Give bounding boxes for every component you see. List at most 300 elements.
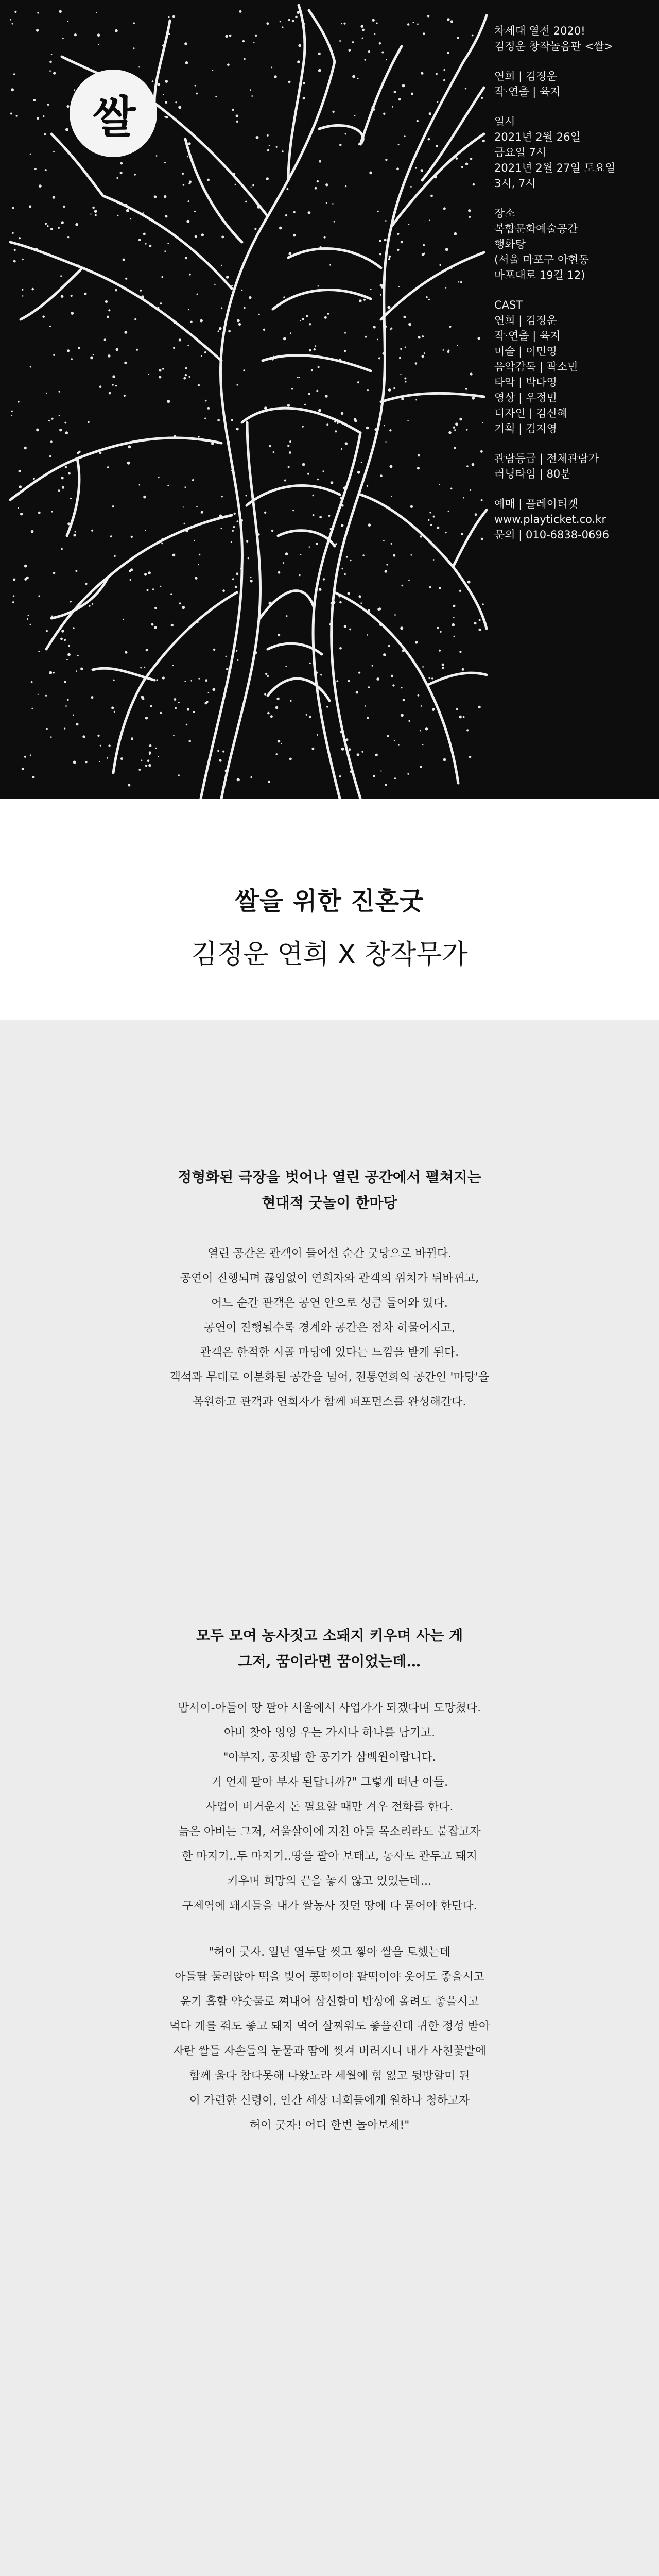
speckle-dot — [66, 659, 68, 660]
speckle-dot — [303, 82, 305, 84]
speckle-dot — [237, 659, 239, 661]
speckle-dot — [348, 49, 351, 52]
speckle-dot — [454, 429, 456, 431]
speckle-dot — [59, 415, 60, 417]
speckle-dot — [104, 338, 107, 341]
speckle-dot — [24, 565, 27, 568]
speckle-dot — [264, 693, 266, 696]
speckle-dot — [292, 510, 294, 511]
speckle-dot — [386, 564, 388, 566]
speckle-dot — [324, 316, 327, 319]
speckle-dot — [360, 602, 362, 604]
speckle-dot — [373, 326, 376, 328]
speckle-dot — [117, 215, 119, 216]
speckle-dot — [322, 470, 324, 472]
speckle-dot — [302, 426, 304, 428]
speckle-dot — [71, 312, 74, 315]
speckle-dot — [178, 106, 181, 109]
speckle-dot — [461, 166, 463, 168]
speckle-dot — [420, 535, 422, 537]
speckle-dot — [314, 348, 316, 350]
speckle-dot — [145, 530, 146, 531]
speckle-dot — [221, 265, 222, 266]
title-section — [0, 799, 659, 1020]
speckle-dot — [124, 395, 126, 397]
speckle-dot — [194, 211, 196, 212]
speckle-dot — [361, 751, 363, 753]
speckle-dot — [339, 601, 342, 604]
series-block — [494, 23, 649, 54]
story-quote — [0, 1940, 659, 2138]
speckle-dot — [93, 354, 94, 355]
speckle-dot — [65, 466, 67, 468]
speckle-dot — [335, 430, 337, 432]
speckle-dot — [403, 699, 405, 701]
speckle-dot — [70, 601, 72, 603]
speckle-dot — [350, 560, 351, 561]
speckle-dot — [235, 184, 236, 185]
speckle-dot — [466, 729, 469, 731]
speckle-dot — [385, 784, 387, 786]
speckle-dot — [474, 622, 476, 624]
speckle-dot — [61, 630, 64, 633]
speckle-dot — [429, 112, 431, 115]
speckle-dot — [236, 114, 239, 117]
speckle-dot — [236, 650, 237, 651]
speckle-dot — [335, 543, 337, 545]
speckle-dot — [349, 629, 351, 631]
speckle-dot — [384, 239, 387, 241]
body-line: 키우며 희망의 끈을 놓지 않고 있었는데… — [227, 1875, 432, 1888]
speckle-dot — [234, 513, 236, 515]
speckle-dot — [415, 399, 417, 401]
speckle-dot — [437, 627, 439, 629]
speckle-dot — [359, 299, 362, 302]
speckle-dot — [332, 111, 334, 113]
speckle-dot — [405, 347, 406, 348]
speckle-dot — [173, 347, 175, 349]
speckle-dot — [145, 717, 148, 719]
speckle-dot — [53, 354, 55, 356]
speckle-dot — [14, 249, 16, 251]
speckle-dot — [348, 592, 350, 595]
speckle-dot — [18, 507, 19, 509]
speckle-dot — [167, 243, 169, 244]
speckle-dot — [112, 505, 114, 507]
speckle-dot — [127, 462, 130, 465]
speckle-dot — [13, 73, 15, 75]
speckle-dot — [427, 15, 430, 18]
speckle-dot — [149, 753, 150, 755]
speckle-dot — [19, 237, 21, 239]
speckle-dot — [343, 23, 345, 25]
speckle-dot — [85, 761, 88, 763]
speckle-dot — [47, 104, 49, 106]
speckle-dot — [439, 484, 440, 485]
speckle-dot — [175, 101, 177, 103]
speckle-dot — [440, 631, 441, 633]
speckle-dot — [99, 385, 102, 388]
speckle-dot — [61, 548, 63, 550]
speckle-dot — [357, 753, 360, 756]
speckle-dot — [481, 499, 483, 501]
speckle-dot — [295, 16, 297, 18]
speckle-dot — [186, 220, 189, 223]
speckle-dot — [124, 331, 127, 334]
speckle-dot — [263, 329, 265, 331]
speckle-dot — [463, 716, 465, 718]
speckle-dot — [288, 19, 290, 21]
speckle-dot — [372, 665, 373, 667]
speckle-dot — [245, 201, 247, 203]
speckle-dot — [49, 326, 51, 327]
speckle-dot — [376, 23, 377, 24]
speckle-dot — [309, 546, 310, 548]
speckle-dot — [231, 285, 233, 286]
speckle-dot — [98, 44, 100, 45]
body-line: 열린 공간은 관객이 들어선 순간 굿당으로 바뀐다. — [207, 1247, 452, 1260]
speckle-dot — [289, 451, 291, 454]
speckle-dot — [433, 559, 435, 561]
speckle-dot — [219, 759, 221, 762]
speckle-dot — [155, 748, 157, 749]
speckle-dot — [422, 744, 424, 745]
speckle-dot — [408, 224, 410, 225]
speckle-dot — [94, 210, 97, 213]
speckle-dot — [392, 106, 393, 108]
speckle-dot — [99, 761, 100, 762]
speckle-dot — [383, 540, 385, 541]
speckle-dot — [418, 454, 420, 457]
speckle-dot — [363, 299, 366, 301]
speckle-dot — [148, 571, 151, 574]
speckle-dot — [130, 568, 133, 571]
speckle-dot — [67, 21, 68, 22]
speckle-dot — [201, 355, 202, 357]
speckle-dot — [173, 735, 175, 736]
speckle-dot — [354, 419, 357, 422]
speckle-dot — [275, 706, 279, 709]
speckle-dot — [331, 481, 334, 484]
speckle-dot — [482, 422, 483, 423]
speckle-dot — [190, 321, 193, 323]
speckle-dot — [116, 177, 118, 179]
speckle-dot — [398, 286, 400, 287]
speckle-dot — [156, 679, 158, 681]
speckle-dot — [462, 668, 464, 671]
speckle-dot — [450, 20, 453, 23]
intro-section — [0, 1164, 659, 1415]
speckle-dot — [313, 514, 315, 516]
speckle-dot — [228, 330, 231, 332]
speckle-dot — [130, 579, 131, 581]
speckle-dot — [399, 357, 401, 359]
speckle-dot — [188, 376, 190, 378]
speckle-dot — [341, 23, 342, 24]
speckle-dot — [188, 200, 190, 202]
speckle-dot — [456, 708, 458, 710]
speckle-dot — [59, 391, 61, 393]
speckle-dot — [284, 480, 286, 482]
body-line: 어느 순간 관객은 공연 안으로 성큼 들어와 있다. — [211, 1297, 448, 1310]
story-heading — [0, 1623, 659, 1674]
speckle-dot — [10, 19, 11, 21]
speckle-dot — [46, 630, 48, 632]
speckle-dot — [430, 524, 432, 526]
speckle-dot — [390, 329, 391, 330]
speckle-dot — [30, 754, 31, 756]
speckle-dot — [59, 10, 62, 13]
speckle-dot — [377, 211, 378, 212]
speckle-dot — [133, 22, 135, 24]
heading-line: 정형화된 극장을 벗어나 열린 공간에서 펼쳐지는 — [178, 1168, 481, 1185]
speckle-dot — [172, 554, 176, 557]
speckle-dot — [298, 44, 301, 47]
speckle-dot — [393, 387, 395, 389]
speckle-dot — [31, 288, 34, 291]
speckle-dot — [77, 655, 79, 656]
speckle-dot — [13, 578, 15, 581]
quote-line: 윤기 흘할 약숫물로 쪄내어 삼신할미 밥상에 올려도 좋을시고 — [180, 1995, 479, 2008]
speckle-dot — [473, 183, 475, 186]
speckle-dot — [205, 400, 207, 402]
speckle-dot — [469, 756, 472, 758]
speckle-dot — [147, 759, 150, 762]
speckle-dot — [452, 623, 455, 626]
body-line: 구제역에 돼지들을 내가 쌀농사 짓던 땅에 다 묻어야 한단다. — [182, 1900, 477, 1912]
speckle-dot — [426, 296, 428, 298]
speckle-dot — [394, 740, 395, 741]
speckle-dot — [124, 362, 127, 364]
speckle-dot — [318, 53, 321, 55]
heading-line: 그저, 꿈이라면 꿈이었는데… — [238, 1653, 421, 1670]
speckle-dot — [237, 520, 239, 522]
speckle-dot — [171, 624, 174, 626]
speckle-dot — [420, 766, 422, 768]
speckle-dot — [161, 276, 163, 278]
speckle-dot — [123, 259, 125, 261]
body-line: 아비 찾아 엉엉 우는 가시나 하나를 남기고. — [223, 1726, 436, 1739]
speckle-dot — [461, 533, 463, 535]
speckle-dot — [65, 705, 67, 707]
speckle-dot — [421, 72, 423, 75]
speckle-dot — [319, 69, 321, 72]
speckle-dot — [339, 40, 341, 42]
speckle-dot — [207, 407, 210, 410]
speckle-dot — [397, 249, 399, 251]
speckle-dot — [164, 162, 166, 163]
speckle-dot — [215, 96, 217, 97]
speckle-dot — [325, 395, 328, 398]
page-subtitle: 김정운 연희 X 창작무가 — [191, 939, 468, 970]
venue-heading: 장소 — [494, 207, 515, 219]
speckle-dot — [82, 735, 85, 738]
speckle-dot — [238, 323, 241, 326]
speckle-dot — [365, 336, 367, 338]
speckle-dot — [45, 169, 47, 171]
speckle-dot — [213, 649, 215, 651]
speckle-dot — [421, 169, 423, 172]
speckle-dot — [368, 523, 371, 527]
speckle-dot — [237, 319, 240, 323]
speckle-dot — [454, 636, 455, 637]
speckle-dot — [12, 601, 14, 603]
speckle-dot — [373, 775, 375, 777]
speckle-dot — [466, 465, 469, 467]
speckle-dot — [423, 32, 425, 35]
speckle-dot — [126, 209, 129, 212]
speckle-dot — [201, 233, 204, 236]
speckle-dot — [391, 675, 393, 677]
speckle-dot — [71, 358, 73, 360]
speckle-dot — [109, 392, 111, 395]
speckle-dot — [250, 89, 251, 91]
speckle-dot — [239, 10, 241, 13]
speckle-dot — [63, 206, 65, 208]
speckle-dot — [100, 745, 101, 747]
speckle-dot — [76, 723, 78, 725]
speckle-dot — [144, 573, 147, 575]
speckle-dot — [152, 588, 154, 590]
speckle-dot — [415, 362, 418, 365]
booking-url[interactable]: www.playticket.co.kr — [494, 513, 606, 526]
speckle-dot — [138, 239, 141, 241]
speckle-dot — [250, 580, 252, 582]
speckle-dot — [39, 184, 42, 188]
speckle-dot — [19, 485, 22, 488]
speckle-dot — [287, 404, 290, 406]
speckle-dot — [308, 211, 311, 214]
speckle-dot — [432, 710, 434, 711]
speckle-dot — [410, 186, 412, 188]
speckle-dot — [385, 570, 387, 572]
speckle-dot — [357, 78, 359, 79]
speckle-dot — [148, 374, 149, 375]
speckle-dot — [252, 184, 254, 187]
speckle-dot — [290, 700, 291, 702]
speckle-dot — [404, 378, 406, 380]
speckle-dot — [290, 332, 291, 334]
speckle-dot — [19, 470, 21, 472]
speckle-dot — [149, 245, 151, 247]
speckle-dot — [111, 706, 114, 709]
speckle-dot — [179, 602, 181, 604]
speckle-dot — [344, 332, 346, 334]
speckle-dot — [64, 639, 66, 641]
speckle-dot — [423, 244, 425, 246]
speckle-dot — [235, 586, 237, 588]
speckle-dot — [383, 113, 385, 115]
speckle-dot — [391, 543, 392, 545]
speckle-dot — [362, 38, 363, 39]
speckle-dot — [22, 259, 24, 261]
speckle-dot — [36, 429, 39, 432]
speckle-dot — [249, 296, 251, 299]
cast-line: 기획 | 김지영 — [494, 422, 557, 435]
speckle-dot — [457, 37, 459, 39]
speckle-dot — [113, 680, 114, 681]
speckle-dot — [68, 645, 71, 647]
speckle-dot — [250, 577, 251, 578]
speckle-dot — [455, 422, 458, 426]
speckle-dot — [472, 397, 475, 400]
speckle-dot — [361, 462, 362, 463]
credits-block — [494, 69, 649, 99]
speckle-dot — [447, 18, 450, 21]
speckle-dot — [187, 156, 188, 157]
speckle-dot — [188, 182, 190, 184]
speckle-dot — [415, 641, 418, 644]
speckle-dot — [288, 252, 291, 256]
speckle-dot — [236, 121, 238, 123]
speckle-dot — [345, 185, 346, 187]
speckle-dot — [92, 603, 93, 605]
speckle-dot — [125, 278, 127, 280]
speckle-dot — [275, 753, 278, 755]
speckle-dot — [459, 590, 461, 592]
speckle-dot — [334, 221, 335, 223]
body-line: 한 마지기‥두 마지기‥땅을 팔아 보태고, 농사도 관두고 돼지 — [181, 1850, 478, 1863]
speckle-dot — [468, 209, 471, 212]
speckle-dot — [288, 466, 290, 468]
speckle-dot — [436, 145, 438, 147]
speckle-dot — [164, 195, 166, 198]
speckle-dot — [442, 667, 444, 669]
speckle-dot — [459, 418, 462, 421]
speckle-dot — [341, 412, 343, 415]
speckle-dot — [116, 348, 119, 351]
speckle-dot — [107, 316, 109, 318]
schedule-block — [494, 114, 649, 191]
speckle-dot — [236, 572, 238, 575]
speckle-dot — [324, 236, 326, 239]
speckle-dot — [285, 552, 288, 555]
speckle-dot — [187, 708, 189, 710]
speckle-dot — [178, 702, 180, 703]
speckle-dot — [125, 651, 127, 654]
speckle-dot — [65, 128, 68, 131]
speckle-dot — [179, 338, 181, 341]
speckle-dot — [317, 734, 318, 736]
venue-block — [494, 206, 649, 283]
speckle-dot — [68, 472, 71, 475]
speckle-dot — [443, 79, 445, 81]
speckle-dot — [30, 366, 31, 367]
speckle-dot — [344, 573, 346, 575]
contact-line: 문의 | 010-6838-0696 — [494, 529, 610, 541]
speckle-dot — [185, 374, 187, 376]
speckle-dot — [482, 603, 483, 605]
speckle-dot — [114, 555, 116, 557]
speckle-dot — [386, 59, 387, 60]
speckle-dot — [387, 735, 389, 737]
speckle-dot — [150, 705, 152, 707]
speckle-dot — [273, 451, 275, 453]
speckle-dot — [367, 485, 368, 487]
speckle-dot — [380, 474, 383, 477]
series-line: 차세대 열전 2020! — [494, 25, 585, 37]
speckle-dot — [208, 692, 210, 693]
speckle-dot — [107, 757, 108, 759]
speckle-dot — [437, 101, 438, 103]
speckle-dot — [282, 26, 283, 28]
speckle-dot — [417, 120, 419, 122]
speckle-dot — [344, 625, 346, 628]
speckle-dot — [362, 554, 365, 556]
speckle-dot — [146, 649, 148, 651]
speckle-dot — [78, 347, 80, 349]
speckle-dot — [469, 216, 471, 218]
